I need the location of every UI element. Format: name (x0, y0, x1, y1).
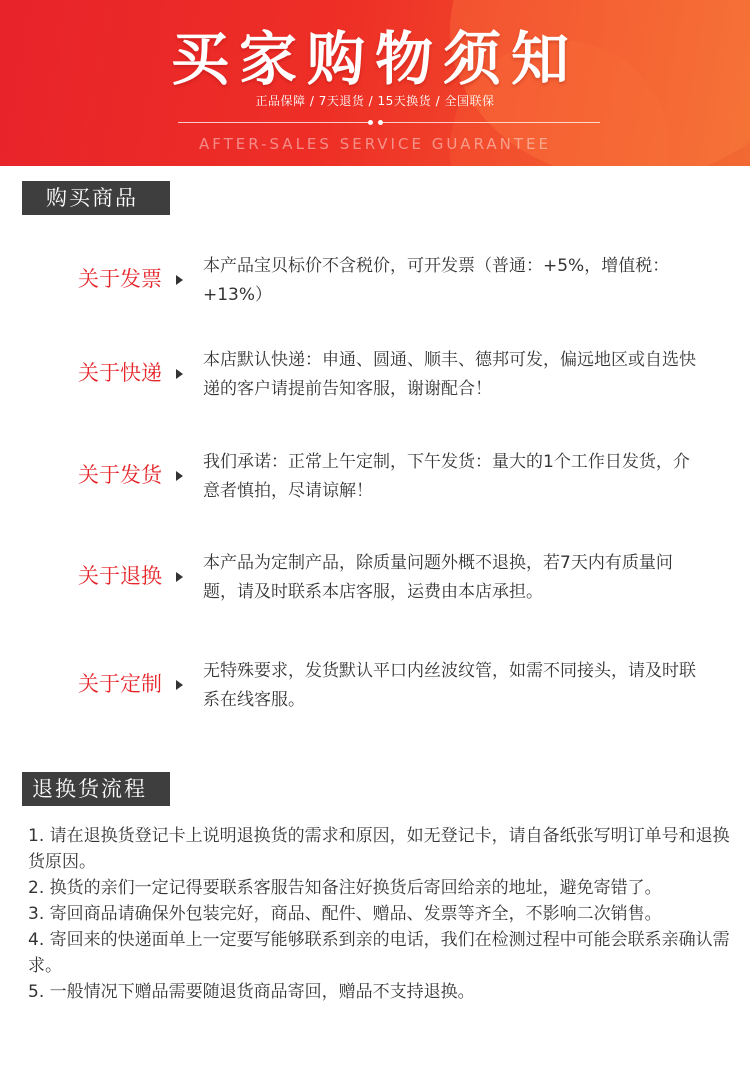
return-process-list (28, 823, 738, 1005)
info-label: 关于发票 (78, 267, 162, 291)
list-item: 2. 换货的亲们一定记得要联系客服告知备注好换货后寄回给亲的地址，避免寄错了。 (28, 878, 662, 898)
banner-subtitle: 正品保障 / 7天退货 / 15天换货 / 全国联保 (255, 94, 495, 108)
banner-divider-right (380, 122, 600, 123)
info-label: 关于发货 (78, 463, 162, 487)
list-item: 5. 一般情况下赠品需要随退货商品寄回，赠品不支持退换。 (28, 982, 475, 1002)
info-text: 无特殊要求，发货默认平口内丝波纹管，如需不同接头，请及时联系在线客服。 (203, 661, 696, 710)
banner-divider-left (178, 122, 370, 123)
section-header-return-process: 退换货流程 (22, 772, 170, 806)
list-item: 1. 请在退换货登记卡上说明退换货的需求和原因，如无登记卡，请自备纸张写明订单号和退换货原因。 (28, 826, 730, 872)
caret-right-icon (176, 369, 183, 379)
banner-divider-dot (368, 120, 373, 125)
list-item: 3. 寄回商品请确保外包装完好，商品、配件、赠品、发票等齐全，不影响二次销售。 (28, 904, 662, 924)
banner-title: 买家购物须知 (170, 25, 579, 93)
info-label: 关于定制 (78, 672, 162, 696)
caret-right-icon (176, 572, 183, 582)
info-text: 本产品宝贝标价不含税价，可开发票（普通：+5%，增值税：+13%） (203, 256, 670, 305)
caret-right-icon (176, 471, 183, 481)
info-label: 关于退换 (78, 564, 162, 588)
caret-right-icon (176, 680, 183, 690)
info-text: 本店默认快递：申通、圆通、顺丰、德邦可发，偏远地区或自选快递的客户请提前告知客服，谢谢配合！ (203, 350, 696, 399)
header-banner (0, 0, 750, 166)
banner-english-caption: AFTER-SALES SERVICE GUARANTEE (199, 135, 551, 153)
section-header-purchase: 购买商品 (22, 181, 170, 215)
info-text: 我们承诺：正常上午定制，下午发货：量大的1个工作日发货，介意者慎拍，尽请谅解！ (203, 452, 690, 501)
info-label: 关于快递 (78, 361, 162, 385)
info-text: 本产品为定制产品，除质量问题外概不退换，若7天内有质量问题，请及时联系本店客服，运费由本店承担。 (203, 553, 673, 602)
caret-right-icon (176, 275, 183, 285)
list-item: 4. 寄回来的快递面单上一定要写能够联系到亲的电话，我们在检测过程中可能会联系亲确认需求。 (28, 930, 730, 976)
